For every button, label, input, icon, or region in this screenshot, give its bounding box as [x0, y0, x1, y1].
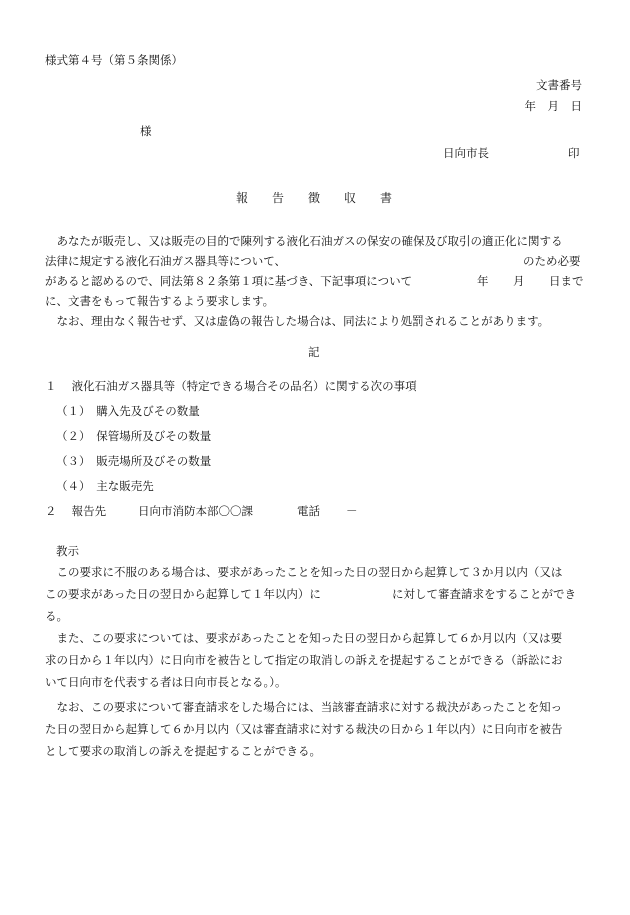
body-line-3-month: 月 [513, 274, 525, 288]
sub-item-2: （２） 保管場所及びその数量 [56, 429, 212, 443]
kyoji-p3-line-1: なお、この要求について審査請求をした場合には、当該審査請求に対する裁決があったことを知っ [45, 700, 563, 714]
kyoji-p3-line-3: として要求の取消しの訴えを提起することができる。 [45, 744, 321, 758]
date-label: 年 月 日 [524, 99, 582, 113]
kyoji-heading: 教示 [56, 544, 79, 558]
item-2-phone-label: 電話 [297, 504, 320, 518]
body-line-2b: のため必要 [523, 254, 581, 268]
addressee-suffix: 様 [140, 124, 152, 138]
document-title: 報 告 徴 収 書 [236, 191, 393, 205]
document-number-label: 文書番号 [536, 78, 582, 92]
kyoji-p1-line-3: る。 [45, 609, 68, 623]
kyoji-p1-line-2a: この要求があった日の翌日から起算して１年以内）に [45, 587, 321, 601]
ki-heading: 記 [308, 345, 320, 359]
sub-item-3: （３） 販売場所及びその数量 [56, 454, 212, 468]
body-line-3-year: 年 [477, 274, 489, 288]
kyoji-p1-line-1: この要求に不服のある場合は、要求があったことを知った日の翌日から起算して３か月以内（又は [45, 565, 563, 579]
body-line-1: あなたが販売し、又は販売の目的で陳列する液化石油ガスの保安の確保及び取引の適正化に関する [45, 234, 563, 248]
body-line-2a: 法律に規定する液化石油ガス器具等について、 [45, 254, 287, 268]
form-number: 様式第４号（第５条関係） [45, 53, 183, 67]
kyoji-p2-line-1: また、この要求については、要求があったことを知った日の翌日から起算して６か月以内（又は要 [45, 631, 563, 645]
kyoji-p1-line-2b: に対して審査請求をすることができ [392, 587, 576, 601]
sub-item-1: （１） 購入先及びその数量 [56, 404, 200, 418]
sub-item-4: （４） 主な販売先 [56, 479, 154, 493]
item-2-phone-sep: － [346, 504, 358, 518]
body-line-4: に、文書をもって報告するよう要求します。 [45, 294, 275, 308]
item-1: １ 液化石油ガス器具等（特定できる場合その品名）に関する次の事項 [45, 379, 417, 393]
issuer-label: 日向市長 [443, 146, 489, 160]
kyoji-p2-line-2: 求の日から１年以内）に日向市を被告として指定の取消しの訴えを提起することができる（訴訟にお [45, 653, 563, 667]
item-2-label: ２ 報告先 [45, 504, 107, 518]
item-2-dept: 日向市消防本部〇〇課 [138, 504, 253, 518]
body-note: なお、理由なく報告せず、又は虚偽の報告した場合は、同法により処罰されることがあります。 [45, 314, 550, 328]
seal-label: 印 [568, 146, 580, 160]
kyoji-p3-line-2: た日の翌日から起算して６か月以内（又は審査請求に対する裁決の日から１年以内）に日向市を被告 [45, 722, 563, 736]
body-line-3-day: 日まで [549, 274, 584, 288]
kyoji-p2-line-3: いて日向市を代表する者は日向市長となる。）。 [45, 675, 287, 689]
body-line-3a: があると認めるので、同法第８２条第１項に基づき、下記事項について [45, 274, 413, 288]
